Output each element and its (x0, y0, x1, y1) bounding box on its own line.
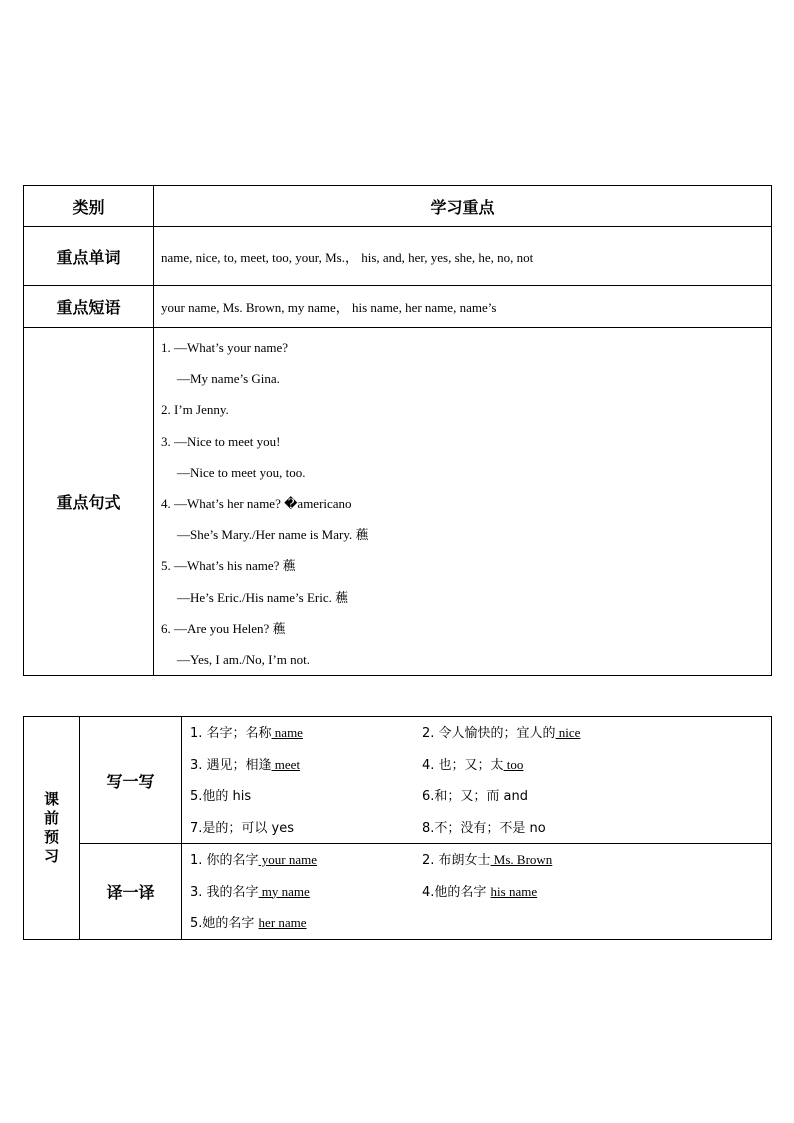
translate-line (190, 844, 771, 876)
focus-header-row (24, 186, 772, 227)
answer-blank: his name (490, 883, 538, 899)
answer-blank: my name (258, 883, 310, 899)
key-sentences-label: 重点句式 (24, 328, 154, 676)
sentence-line: 6. —Are you Helen? 藮 (161, 620, 286, 636)
write-row (24, 717, 772, 844)
preview-side-label (24, 717, 80, 940)
focus-table (23, 185, 772, 676)
answer-blank: Ms. Brown (490, 852, 553, 867)
translate-row (24, 844, 772, 940)
answer-blank: nice (555, 725, 581, 740)
sentence-line: 1. —What’s your name? (161, 340, 289, 355)
side-char: 前 (43, 808, 59, 827)
write-grid (182, 717, 772, 844)
key-words-content: name, nice, to, meet, too, your, Ms.， his, and, her, yes, she, he, no, not (154, 227, 772, 286)
key-words-label: 重点单词 (24, 227, 154, 286)
translate-grid (182, 844, 772, 940)
write-item: 3. 遇见；相逢 meet (190, 756, 301, 773)
translate-item: 2. 布朗女士 Ms. Brown (422, 852, 553, 868)
translate-item: 4.他的名字 his name (422, 883, 538, 900)
answer-blank: your name (258, 852, 318, 867)
write-line (190, 717, 771, 749)
sentence-line: 3. —Nice to meet you! (161, 433, 281, 449)
write-item: 1. 名字；名称 name (190, 725, 303, 741)
side-char: 课 (43, 789, 59, 808)
side-char: 预 (43, 827, 59, 846)
sentence-line: —She’s Mary./Her name is Mary. 藮 (177, 527, 369, 543)
write-line (190, 749, 771, 781)
sentence-line: 2. I’m Jenny. (161, 402, 229, 418)
write-label: 写一写 (80, 717, 182, 844)
sentence-line: 4. —What’s her name? �americano (161, 495, 352, 511)
sentence-line: —Nice to meet you, too. (177, 464, 306, 480)
sentence-line: —My name’s Gina. (177, 371, 280, 387)
translate-line (190, 907, 771, 939)
translate-label: 译一译 (80, 844, 182, 940)
write-item: 5.他的 his (190, 789, 252, 804)
translate-line (190, 876, 771, 908)
sentence-line: —Yes, I am./No, I’m not. (177, 651, 311, 667)
preview-table (23, 716, 772, 940)
write-item: 2. 令人愉快的；宜人的 nice (422, 725, 581, 741)
write-item: 8.不；没有；不是 no (422, 820, 546, 836)
side-char: 习 (43, 846, 59, 865)
header-focus: 学习重点 (154, 186, 772, 227)
header-category: 类别 (24, 186, 154, 227)
sentence-line: 5. —What’s his name? 藮 (161, 558, 296, 574)
key-sentences-row (24, 328, 772, 676)
sentence-line: —He’s Eric./His name’s Eric. 藮 (177, 589, 349, 605)
translate-item: 3. 我的名字 my name (190, 883, 310, 900)
translate-item: 5.她的名字 her name (190, 915, 307, 931)
write-line (190, 780, 771, 812)
answer-blank: meet (271, 756, 301, 772)
answer-blank: too (503, 756, 524, 772)
answer-blank: name (271, 725, 303, 740)
sentence-list (154, 328, 771, 675)
key-phrases-label: 重点短语 (24, 286, 154, 328)
key-sentences-cell (154, 328, 772, 676)
translate-item: 1. 你的名字 your name (190, 852, 318, 868)
write-item: 6.和；又；而 and (422, 789, 528, 804)
key-words-row (24, 227, 772, 286)
write-item: 4. 也；又；太 too (422, 756, 524, 773)
key-phrases-row (24, 286, 772, 328)
write-line (190, 812, 771, 844)
write-item: 7.是的；可以 yes (190, 820, 295, 836)
answer-blank: her name (258, 915, 307, 930)
key-phrases-content: your name, Ms. Brown, my name， his name, her name, name’s (154, 286, 772, 328)
